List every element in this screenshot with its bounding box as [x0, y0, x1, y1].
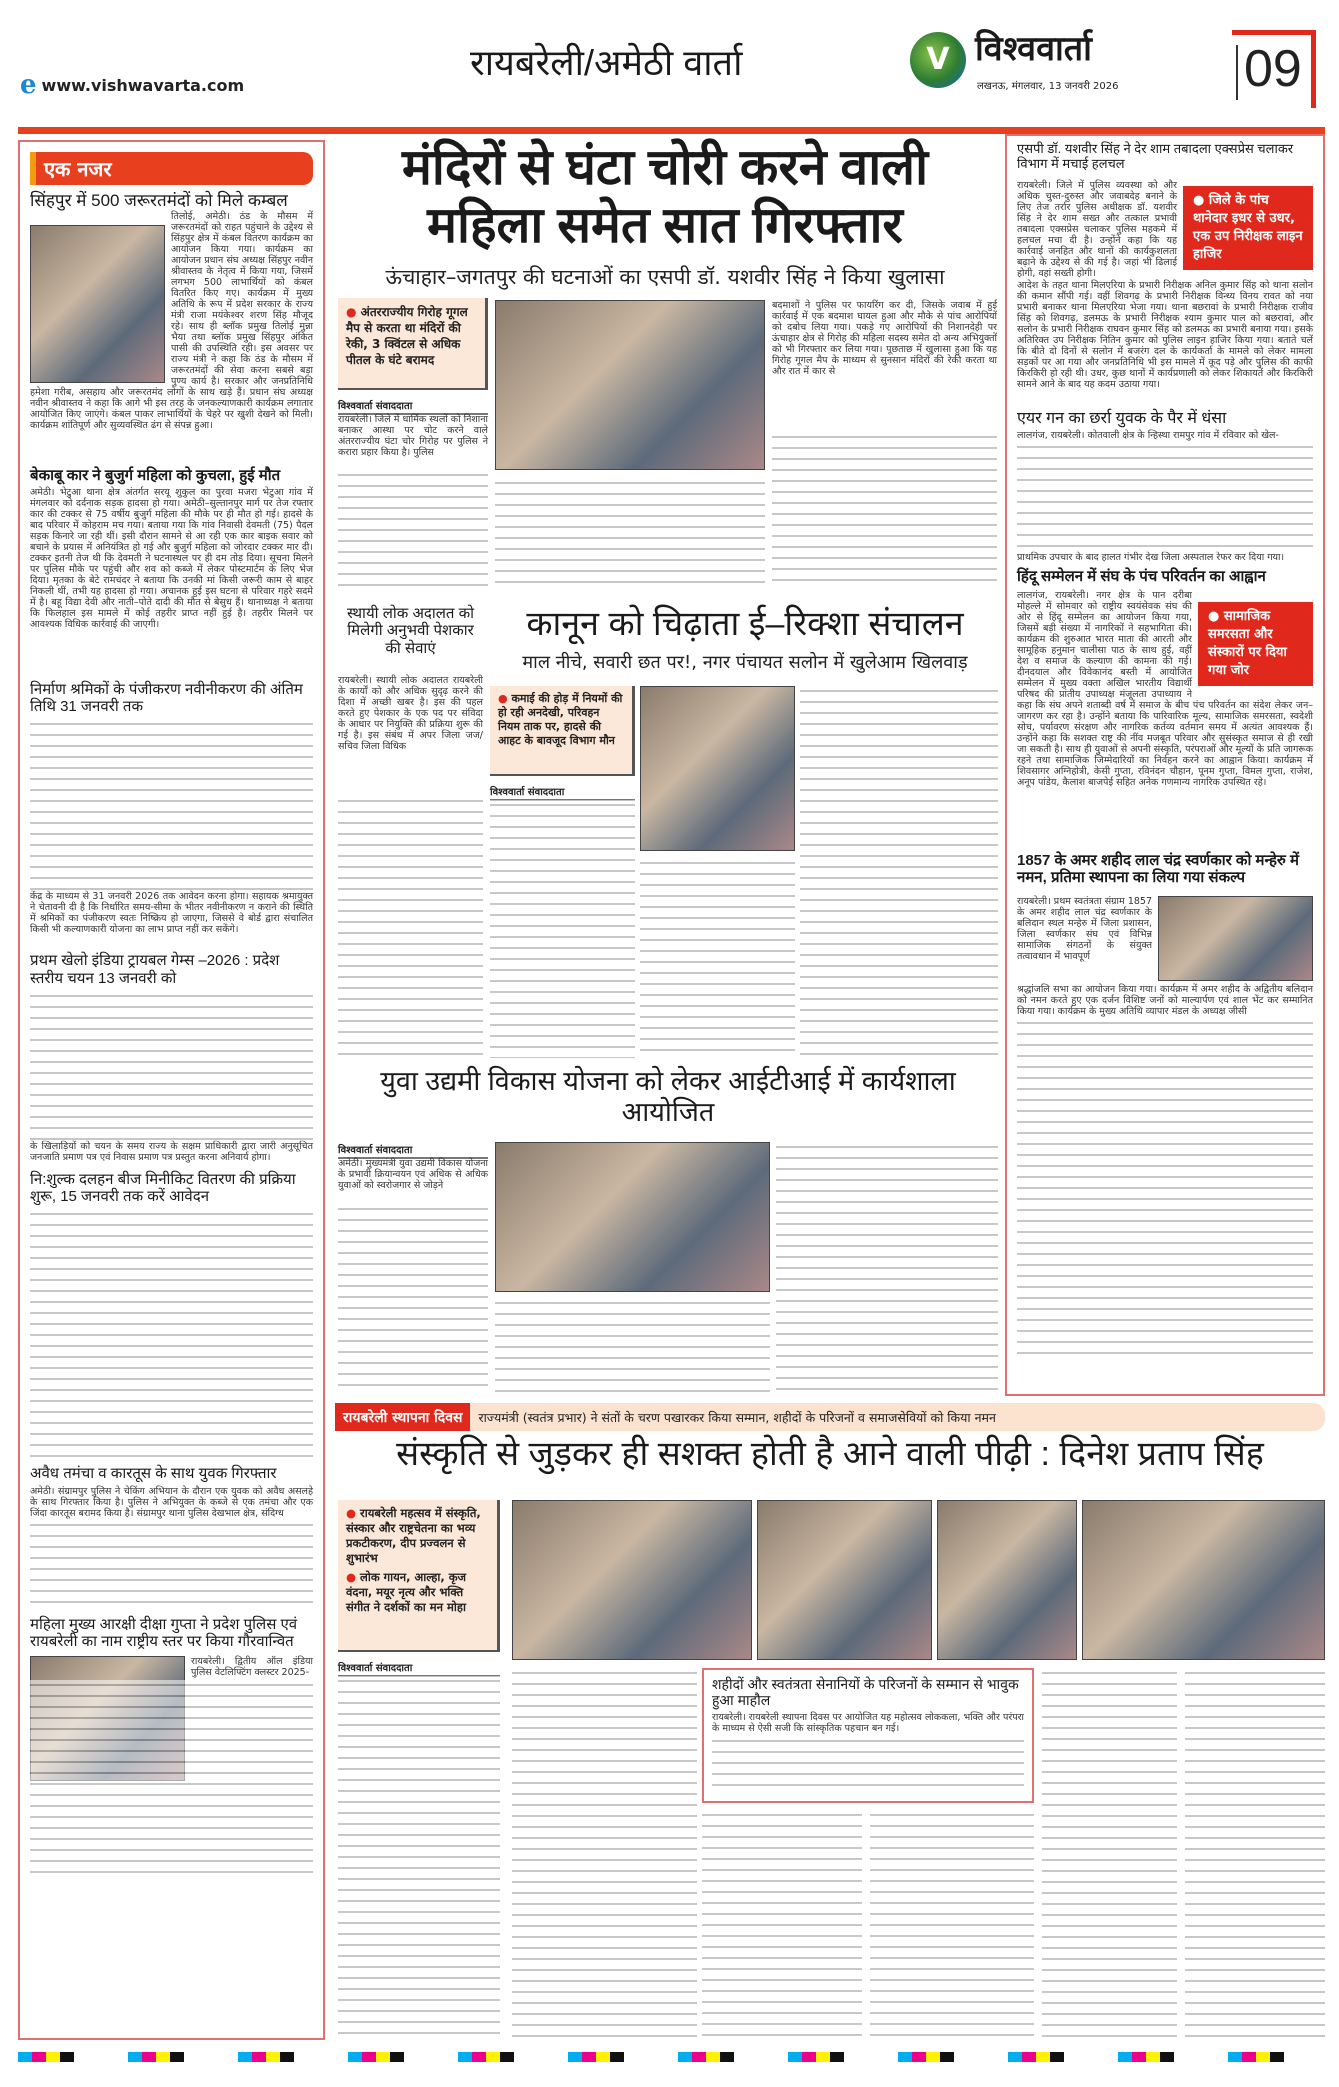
byline: विश्ववार्ता संवाददाता [338, 398, 488, 415]
e-rickshaw-photo [640, 686, 795, 851]
article-body-text [772, 432, 997, 588]
article-body-text [1185, 1668, 1325, 2038]
article-body-text [712, 1736, 1024, 1791]
article-body-text [30, 1680, 313, 1880]
article-body-text [1042, 1668, 1177, 2038]
adalat-headline: स्थायी लोक अदालत को मिलेगी अनुभवी पेशकार की सेवाएं [346, 605, 475, 657]
stage-performance-photo [1082, 1500, 1325, 1660]
bottom-headline: संस्कृति से जुड़कर ही सशक्त होती है आने वाली पीढ़ी : दिनेश प्रताप सिंह [396, 1435, 1264, 1473]
lead-subheadline: ऊंचाहार–जगतपुर की घटनाओं का एसपी डॉ. यशवीर सिंह ने किया खुलासा [385, 265, 945, 289]
lead-headline: मंदिरों से घंटा चोरी करने वाली महिला समेत सात गिरफ्तार [401, 139, 929, 253]
bottom-strap: रायबरेली स्थापना दिवस राज्यमंत्री (स्वतंत्र प्रभार) ने संतों के चरण पखारकर किया सम्मान, शहीदों के परिजनों व समाजसेवियों को किया नमन [335, 1403, 1325, 1431]
iti-workshop-photo [495, 1142, 770, 1292]
sammelan-highlight-box: ● सामाजिक समरसता और संस्कारों पर दिया गया जोर [1198, 602, 1313, 686]
section-title: रायबरेली/अमेठी वार्ता [470, 42, 743, 83]
article-body-text [512, 1668, 697, 2038]
brand-name: विश्ववार्ता [975, 30, 1092, 68]
ek-nazar-header: एक नजर [30, 152, 313, 185]
header-rule [18, 127, 1325, 134]
byline: विश्ववार्ता संवाददाता [338, 1660, 500, 1677]
bottom-highlight-box: ● रायबरेली महत्सव में संस्कृति, संस्कार और राष्ट्रचेतना का भव्य प्रकटीकरण, दीप प्रज्वलन से शुभारंभ ● लोक गायन, आल्हा, कृज वंदना, मयूर नृत्य और भक्ति संगीत ने दर्शकों का मन मोहा [338, 1500, 500, 1652]
article-body-text [870, 1810, 1034, 2038]
article-diksha-gupta: महिला मुख्य आरक्षी दीक्षा गुप्ता ने प्रदेश पुलिस एवं रायबरेली का नाम राष्ट्रीय स्तर पर किया गौरवान्वित रायबरेली। द्वितीय ऑल इंडिया पुलिस वेटलिफ्टिंग क्लस्टर 2025- [30, 1616, 313, 1881]
article-body-text [338, 1676, 500, 2038]
article-body-text [702, 1810, 862, 2038]
dateline: लखनऊ, मंगलवार, 13 जनवरी 2026 [977, 81, 1119, 92]
sant-felicitation-photo [757, 1500, 932, 1660]
transfer-highlight-box: ● जिले के पांच थानेदार इधर से उधर, एक उप निरीक्षक लाइन हाजिर [1183, 186, 1313, 270]
right-column-box: एसपी डॉ. यशवीर सिंह ने देर शाम तबादला एक्सप्रेस चलाकर विभाग में मचाई हलचल ● जिले के पांच थानेदार इधर से उधर, एक उप निरीक्षक लाइन हाजिर रायबरेली। जिले में पुलिस व्यवस्था को और अधिक चुस्त-दुरुस्त और जवाबदेह बनाने के लिए तेज तर्रार पुलिस अधीक्षक डॉ. यशवीर सिंह ने देर शाम सख्त और तत्काल प्रभावी तबादला एक्सप्रेस चलाकर पुलिस महकमे में हलचल मचा दी है। उन्होंने कहा कि यह कार्रवाई जनहित और थानों की कार्यकुशलता बढ़ाने के उद्देश्य से की गई है। जहां भी ढिलाई होगी, वहां सख्ती होगी। आदेश के तहत थाना मिलएरिया के प्रभारी निरीक्षक अनिल कुमार सिंह को थाना सलोन की कमान सौंपी गई। वहीं शिवगढ़ के प्रभारी निरीक्षक विन्ध्य विनय रावत को नया प्रभारी बनाकर थाना मिलएरिया भेजा गया। थाना बछरावां के प्रभारी निरीक्षक राजीव सिंह को शिवगढ़, डलमऊ के प्रभारी निरीक्षक श्याम कुमार पाल को बछरावां, और सलोन के प्रभारी निरीक्षक राघवन कुमार सिंह को डलमऊ का प्रभारी बनाया गया। इसके अतिरिक्त उप निरीक्षक नितिन कुमार को पुलिस लाइन हाजिर किया गया। बताते चलें कि बीते दो दिनों से सलोन में बजरंग दल के कार्यकर्ता के मामले को लेकर मामला सड़कों पर आ गया और जनप्रतिनिधि भी इस मामले में कूद पड़े और पुलिस की काफी किरकिरी हो रही थी। उधर, कुछ थानों में कार्यप्रणाली को लेकर शिकायतें और किरकिरी सामने आने के बाद यह कदम उठाया गया। एयर गन का छर्रा युवक के पैर में धंसा लालगंज, रायबरेली। कोतवाली क्षेत्र के न्हिस्था रामपुर गांव में रविवार को खेल- प्राथमिक उपचार के बाद हालत गंभीर देख जिला अस्पताल रेफर कर दिया गया। हिंदू सम्मेलन में संघ के पंच परिवर्तन का आह्वान ● सामाजिक समरसता और संस्कारों पर दिया गया जोर लालगंज, रायबरेली। नगर क्षेत्र के पान दरीबा मोहल्ले में सोमवार को राष्ट्रीय स्वयंसेवक संघ की ओर से हिंदू सम्मेलन का आयोजन किया गया, जिसमें बड़ी संख्या में नागरिकों ने सहभागिता की। कार्यक्रम की शुरुआत भारत माता की आरती और सामूहिक हनुमान चालीसा पाठ के साथ हुई, वहीं देश व समाज के कल्याण की कामना की गई। दीनदयाल और विवेकानंद बस्ती में आयोजित सम्मेलन में मुख्य वक्ता अखिल भारतीय विद्यार्थी परिषद की प्रांतीय उपाध्यक्ष मंजूलता उपाध्याय ने कहा कि संघ अपने शताब्दी वर्ष में समाज के बीच पंच परिवर्तन का संदेश लेकर जन–जागरण कर रहा है। उन्होंने बताया कि पारिवारिक मूल्य, सामाजिक समरसता, स्वदेशी सोच, पर्यावरण संरक्षण और नागरिक कर्तव्य वर्तमान समय में अत्यंत आवश्यक हैं। उन्होंने कहा कि सशक्त राष्ट्र की नींव मजबूत परिवार और सुसंस्कृत समाज से ही रखी जा सकती है। साथ ही युवाओं से अपनी संस्कृति, परंपराओं और मूल्यों के प्रति जागरूक रहने तथा सामाजिक जिम्मेदारियों का निर्वहन करने का आह्वान किया। कार्यक्रम में शिवसागर अग्निहोत्री, केसी गुप्ता, रविनंदन चौहान, पूनम गुप्ता, विमल गुप्ता, राजेश, अनूप पांडेय, कैलाश बाजपेई सहित अनेक गणमान्य नागरिक उपस्थित रहे। 1857 के अमर शहीद लाल चंद्र स्वर्णकार को मन्हेरु में नमन, प्रतिमा स्थापना का लिया गया संकल्प रायबरेली। प्रथम स्वतंत्रता संग्राम 1857 के अमर शहीद लाल चंद्र स्वर्णकार के बलिदान स्थल मन्हेरु में जिला प्रशासन, जिला स्वर्णकार संघ एवं विभिन्न सामाजिक संगठनों के संयुक्त तत्वावधान में भावपूर्ण श्रद्धांजलि सभा का आयोजन किया गया। कार्यक्रम में अमर शहीद के अद्वितीय बलिदान को नमन करते हुए एक दर्जन विशिष्ट जनों को माल्यार्पण एवं शाल भेंट कर सम्मानित किया गया। कार्यक्रम के मुख्य अतिथि व्यापार मंडल के अध्यक्ष जीसी [1005, 134, 1325, 1396]
martyrs-family-box: शहीदों और स्वतंत्रता सेनानियों के परिजनों के सम्मान से भावुक हुआ माहौल रायबरेली। रायबरेली स्थापना दिवस पर आयोजित यह महोत्सव लोककला, भक्ति और परंपरा के माध्यम से ऐसी सजी कि सांस्कृतिक पहचान बन गई। [702, 1668, 1034, 1803]
rickshaw-highlight-box: ● कमाई की होड़ में नियमों की हो रही अनदेखी, परिवहन नियम ताक पर, हादसे की आहट के बावजूद विभाग मौन [490, 686, 635, 776]
article-khelo-india: प्रथम खेलो इंडिया ट्रायबल गेम्स –2026 : प्रदेश स्तरीय चयन 13 जनवरी को के खिलाड़ियों को चयन के समय राज्य के सक्षम प्राधिकारी द्वारा जारी अनुसूचित जनजाति प्रमाण पत्र एवं निवास प्रमाण पत्र प्रस्तुत करना अनिवार्य होगा। [30, 952, 313, 1163]
article-body-text [1017, 442, 1313, 552]
article-body-text [30, 991, 313, 1141]
rickshaw-headline: कानून को चिढ़ाता ई–रिक्शा संचालन [526, 605, 964, 643]
police-press-conference-photo [495, 300, 765, 470]
article-body-text [30, 719, 313, 891]
blanket-photo [30, 225, 165, 383]
browser-e-icon: e [20, 70, 37, 100]
lead-highlight-box: ● अंतरराज्यीय गिरोह गूगल मैप से करता था मंदिरों की रेकी, 3 क्विंटल से अधिक पीतल के घंटे बरामद [338, 298, 488, 390]
article-body-text [495, 478, 765, 588]
print-color-bar [18, 2052, 1325, 2062]
brand-logo-icon: V [910, 32, 966, 88]
website-link[interactable]: e www.vishwavarta.com [20, 70, 245, 100]
article-body-text [490, 800, 635, 1058]
article-labour-registration: निर्माण श्रमिकों के पंजीकरण नवीनीकरण की अंतिम तिथि 31 जनवरी तक केंद्र के माध्यम से 31 जनवरी 2026 तक आवेदन करना होगा। सहायक श्रमायुक्त ने चेतावनी दी है कि निर्धारित समय-सीमा के भीतर नवीनीकरण न कराने की स्थिति में श्रमिकों का पंजीकरण स्वतः निष्क्रिय हो जाएगा, जिससे वे बोर्ड द्वारा संचालित किसी भी कल्याणकारी योजना का लाभ प्राप्त नहीं कर सकेंगे। [30, 680, 313, 936]
article-body-text [800, 686, 998, 1058]
article-body-text [338, 470, 488, 588]
section-label: रायबरेली स्थापना दिवस [335, 1403, 470, 1431]
byline: विश्ववार्ता संवाददाता [338, 1142, 488, 1159]
article-body-text [338, 1204, 488, 1394]
article-body-text [495, 1298, 770, 1394]
article-body-text [640, 858, 795, 1058]
lamp-lighting-photo [512, 1500, 752, 1660]
article-body-text [30, 1209, 313, 1459]
page-number: 09 [1244, 40, 1302, 98]
masthead [0, 0, 1339, 125]
byline: विश्ववार्ता संवाददाता [490, 784, 635, 801]
cultural-dance-photo [937, 1500, 1077, 1660]
article-illegal-weapon: अवैध तमंचा व कारतूस के साथ युवक गिरफ्तार अमेठी। संग्रामपुर पुलिस ने चेकिंग अभियान के दौरान एक युवक को अवैध असलहे के साथ गिरफ्तार किया है। पुलिस ने अभियुक्त के कब्जे से एक तमंचा और एक जिंदा कारतूस बरामद किया है। संग्रामपुर थाना पुलिस देखभाल क्षेत्र, संदिग्ध [30, 1465, 313, 1609]
article-body-text [338, 796, 483, 1058]
rickshaw-subheadline: माल नीचे, सवारी छत पर!, नगर पंचायत सलोन में खुलेआम खिलवाड़ [522, 652, 968, 673]
left-column-box [18, 140, 325, 2040]
article-blankets: सिंहपुर में 500 जरूरतमंदों को मिले कम्बल तिलोई, अमेठी। ठंड के मौसम में जरूरतमंदों को राहत पहुंचाने के उद्देश्य से सिंहपुर क्षेत्र में कंबल वितरण कार्यक्रम का आयोजन किया गया। कार्यक्रम का आयोजन प्रधान संघ अध्यक्ष सिंहपुर नवीन श्रीवास्तव के नेतृत्व में किया गया, जिसमें लगभग 500 लाभार्थियों को कंबल वितरित किए गए। कार्यक्रम में मुख्य अतिथि के रूप में प्रदेश सरकार के राज्य मंत्री राजा मयंकेश्वर शरण सिंह मौजूद रहे। साथ ही ब्लॉक प्रमुख तिलोई मुन्ना भैया तथा ब्लॉक प्रमुख सिंहपुर अंकित पासी की उपस्थिति रही। इस अवसर पर राज्य मंत्री ने कहा कि ठंड के मौसम में जरूरतमंदों की सेवा करना सबसे बड़ा पुण्य कार्य है। सरकार और जनप्रतिनिधि हमेशा गरीब, असहाय और जरूरतमंद लोगों के साथ खड़े हैं। प्रधान संघ अध्यक्ष नवीन श्रीवास्तव ने कहा कि आगे भी इस तरह के जनकल्याणकारी कार्यक्रम लगातार आयोजित किए जाएंगे। कंबल पाकर लाभार्थियों के चेहरे पर खुशी देखने को मिली। कार्यक्रम शांतिपूर्ण और सुव्यवस्थित ढंग से संपन्न हुआ। [30, 191, 313, 431]
article-body-text [1017, 1018, 1313, 1358]
shaheed-tribute-photo [1158, 896, 1313, 981]
article-car-accident: बेकाबू कार ने बुजुर्ग महिला को कुचला, हुई मौत अमेठी। भेटुआ थाना क्षेत्र अंतर्गत सरयू शुकुल का पुरवा मजरा भेटुआ गांव में मंगलवार को दर्दनाक सड़क हादसा हो गया। अमेठी–सुल्तानपुर मार्ग पर तेज रफ्तार कार की टक्कर से 75 वर्षीय बुजुर्ग महिला की मौके पर ही मौत हो गई। हादसे के बाद परिवार में कोहराम मच गया। बताया गया कि गांव निवासी देवमती (75) पैदल सड़क किनारे जा रही थीं। इसी दौरान सामने से आ रही एक कार बाइक सवार को बचाने के प्रयास में अनियंत्रित हो गई और बुजुर्ग महिला को जोरदार टक्कर मार दी। टक्कर इतनी तेज थी कि देवमती ने घटनास्थल पर ही दम तोड़ दिया। सूचना मिलने पर पुलिस मौके पर पहुंची और शव को कब्जे में लेकर पोस्टमार्टम के लिए भेज दिया। मृतका के बेटे रामचंदर ने बताया कि उनकी मां किसी जरूरी काम से बाहर निकली थीं, तभी यह हादसा हो गया। अचानक हुई इस घटना से परिवार गहरे सदमे में है। बहू विद्या देवी और नाती–पोते दादी की मौत से बेसुध हैं। थानाध्यक्ष ने बताया कि फिलहाल इस मामले में कोई तहरीर प्राप्त नहीं हुई है। तहरीर मिलने पर आवश्यक विधिक कार्रवाई की जाएगी। [30, 466, 313, 630]
article-seed-minikit: नि:शुल्क दलहन बीज मिनीकिट वितरण की प्रक्रिया शुरू, 15 जनवरी तक करें आवेदन [30, 1171, 313, 1460]
article-body-text [30, 1520, 313, 1610]
iti-headline: युवा उद्यमी विकास योजना को लेकर आईटीआई में कार्यशाला आयोजित [380, 1066, 956, 1128]
page-number-box [1232, 30, 1316, 108]
article-body-text [776, 1142, 998, 1394]
